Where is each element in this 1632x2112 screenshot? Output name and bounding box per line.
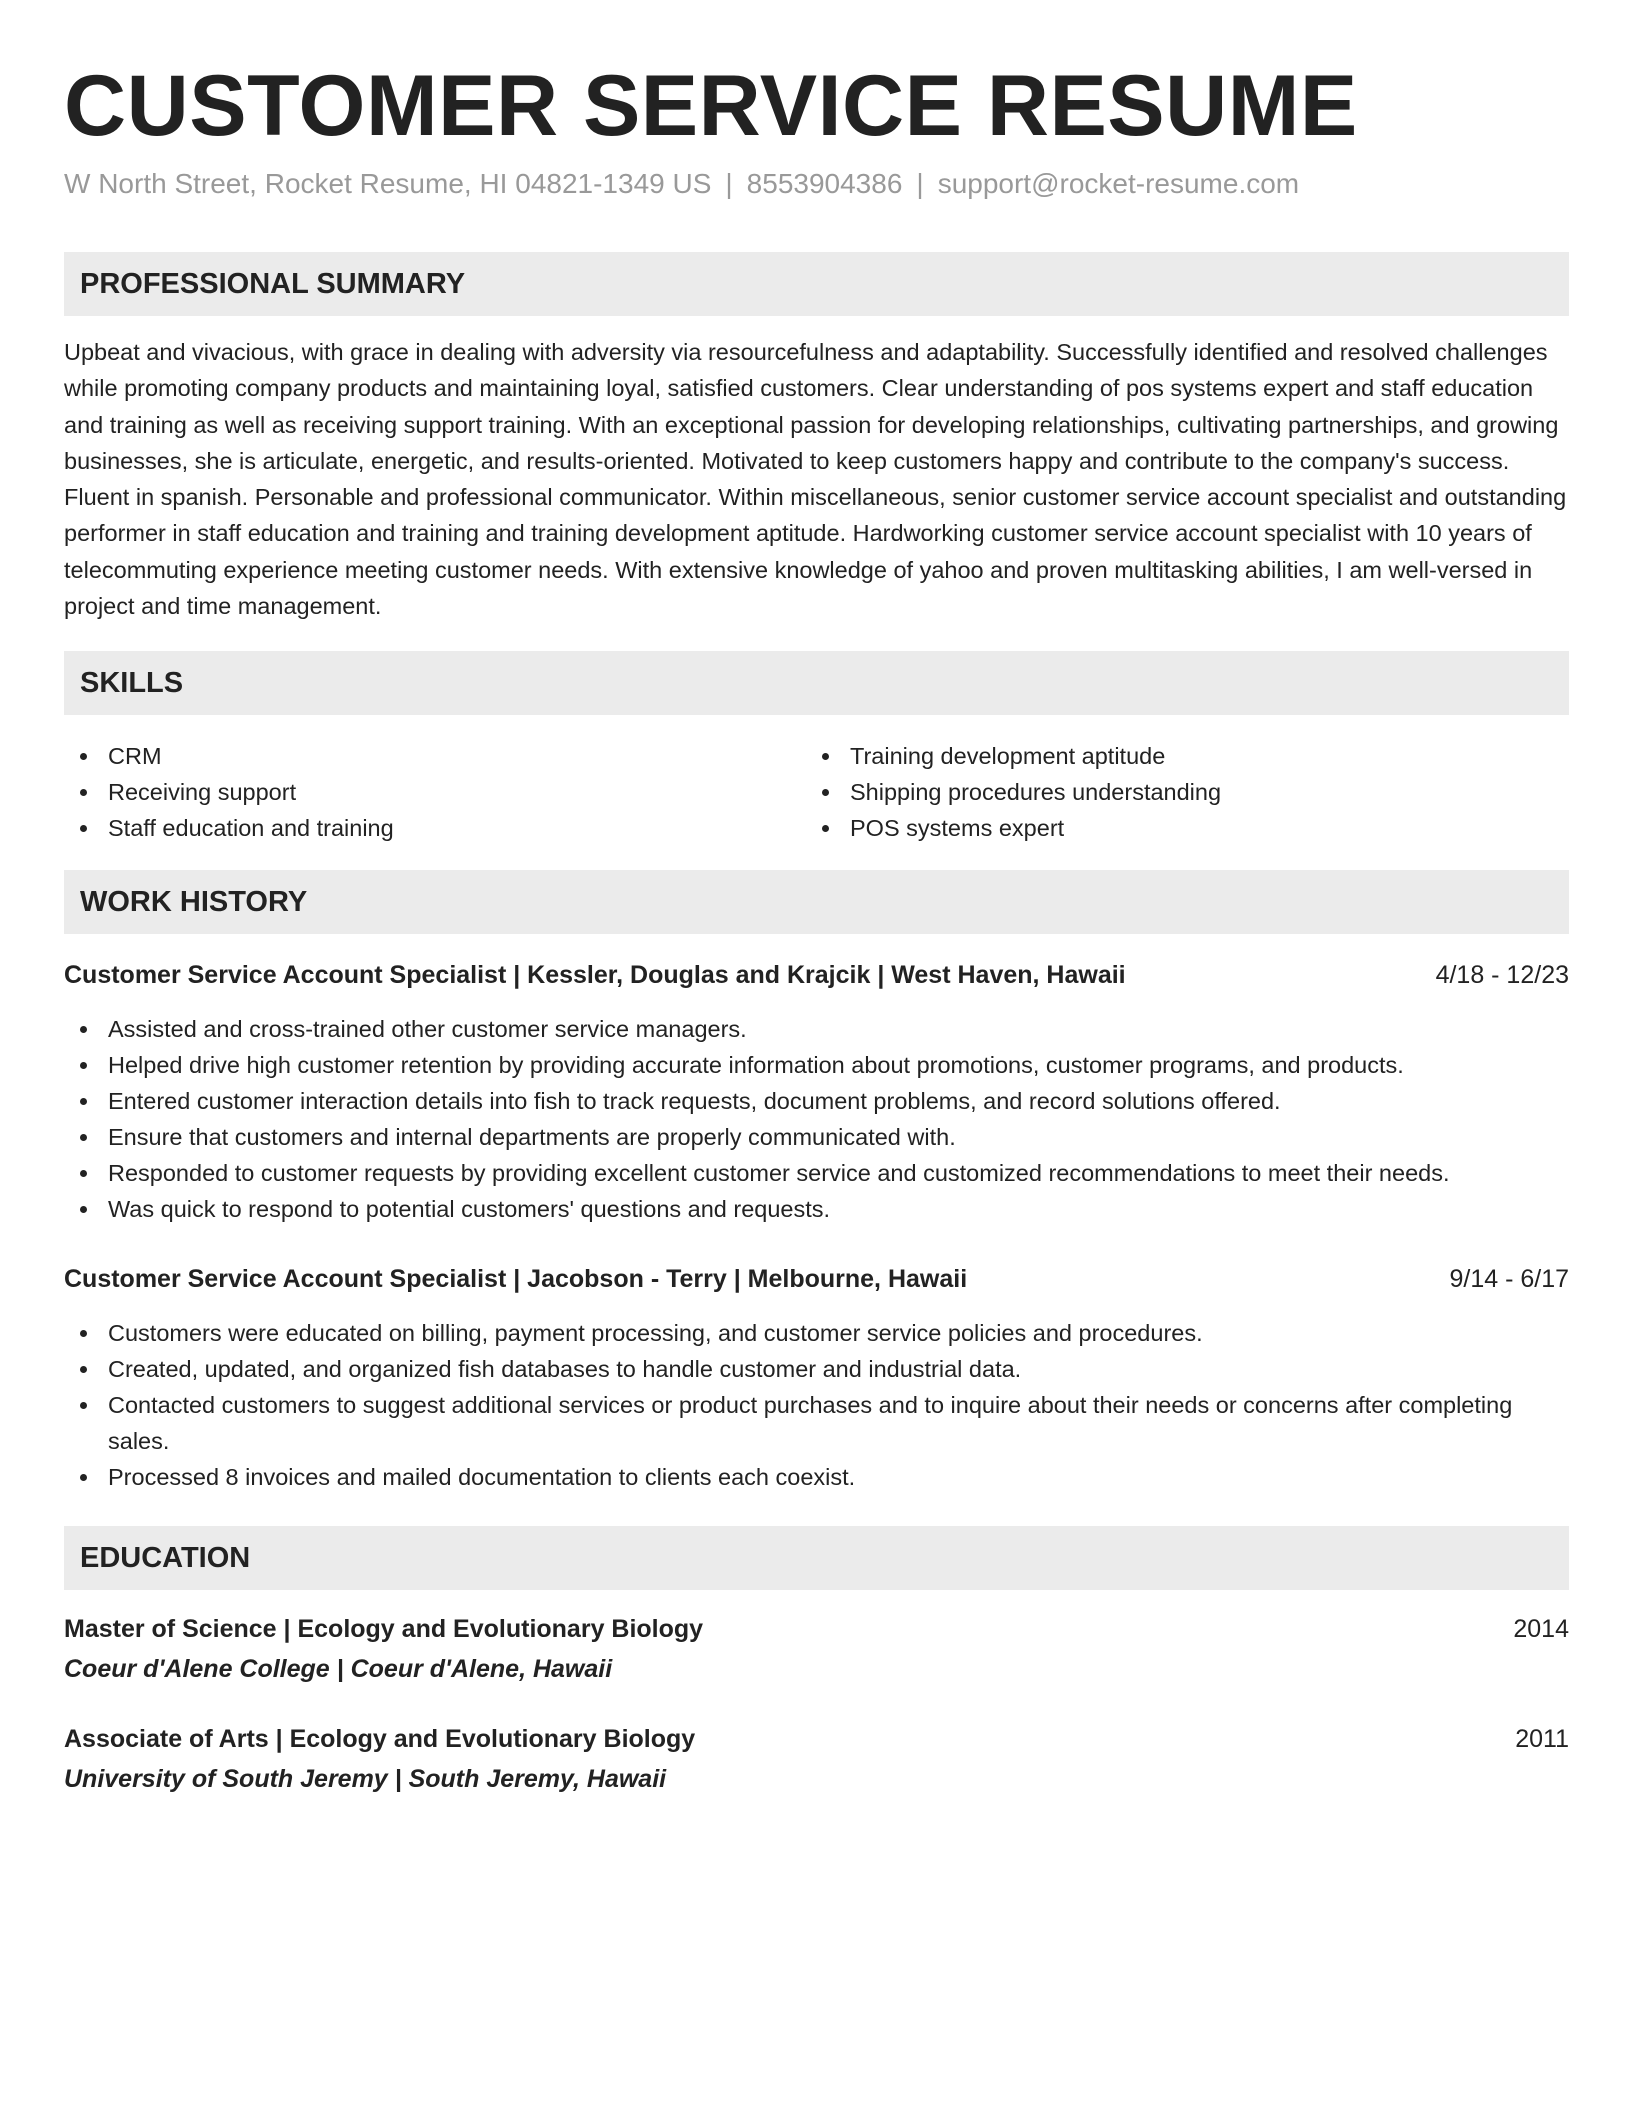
contact-email[interactable]: support@rocket-resume.com (937, 168, 1300, 199)
section-title: WORK HISTORY (80, 886, 308, 918)
skill-item: POS systems expert (806, 810, 1221, 846)
education-year: 2014 (1513, 1615, 1569, 1643)
job-bullet: Was quick to respond to potential customers' questions and requests. (64, 1191, 1569, 1227)
job-bullets (64, 1011, 1569, 1227)
job-bullets (64, 1315, 1569, 1495)
skills-list-left (64, 738, 394, 846)
skill-item: Training development aptitude (806, 738, 1221, 774)
job-bullet: Customers were educated on billing, payment processing, and customer service policies and procedures. (64, 1315, 1569, 1351)
section-title: SKILLS (80, 667, 184, 699)
job-dates: 4/18 - 12/23 (1435, 961, 1569, 989)
summary-text: Upbeat and vivacious, with grace in dealing with adversity via resourcefulness and adaptability. Successfully identified and resolved challenges while promoting company products and maintaining loyal, satisfied customers. Clear understanding of pos systems expert and staff education and training as well as receiving support training. With an exceptional passion for developing relationships, cultivating partnerships, and growing businesses, she is articulate, energetic, and results-oriented. Motivated to keep customers happy and contribute to the company's success. Fluent in spanish. Personable and professional communicator. Within miscellaneous, senior customer service account specialist and outstanding performer in staff education and training and training development aptitude. Hardworking customer service account specialist with 10 years of telecommuting experience meeting customer needs. With extensive knowledge of yahoo and proven multitasking abilities, I am well-versed in project and time management. (64, 339, 1567, 620)
skills-list-right (806, 738, 1221, 846)
section-header-summary (64, 252, 1569, 316)
skill-item: Receiving support (64, 774, 394, 810)
job-bullet: Created, updated, and organized fish databases to handle customer and industrial data. (64, 1351, 1569, 1387)
skill-item: Shipping procedures understanding (806, 774, 1221, 810)
job-dates: 9/14 - 6/17 (1449, 1265, 1569, 1293)
job-bullet: Responded to customer requests by providing excellent customer service and customized recommendations to meet their needs. (64, 1155, 1569, 1191)
contact-line (64, 166, 1299, 202)
contact-separator: | (916, 168, 924, 199)
education-degree: Master of Science | Ecology and Evolutionary Biology (64, 1615, 704, 1643)
education-school: Coeur d'Alene College | Coeur d'Alene, Hawaii (64, 1655, 613, 1683)
resume-title: CUSTOMER SERVICE RESUME (64, 58, 1358, 154)
skill-item: Staff education and training (64, 810, 394, 846)
contact-phone[interactable]: 8553904386 (746, 168, 903, 199)
education-degree: Associate of Arts | Ecology and Evolutionary Biology (64, 1725, 696, 1753)
job-title: Customer Service Account Specialist | Kessler, Douglas and Krajcik | West Haven, Hawaii (64, 961, 1126, 989)
section-header-education (64, 1526, 1569, 1590)
education-year: 2011 (1515, 1725, 1569, 1753)
job-bullet: Assisted and cross-trained other customer service managers. (64, 1011, 1569, 1047)
contact-separator: | (725, 168, 733, 199)
job-bullet: Entered customer interaction details into fish to track requests, document problems, and record solutions offered. (64, 1083, 1569, 1119)
job-bullet: Contacted customers to suggest additional services or product purchases and to inquire about their needs or concerns after completing sales. (64, 1387, 1569, 1459)
job-bullet: Helped drive high customer retention by providing accurate information about promotions, customer programs, and products. (64, 1047, 1569, 1083)
job-bullet: Ensure that customers and internal departments are properly communicated with. (64, 1119, 1569, 1155)
job-title: Customer Service Account Specialist | Jacobson - Terry | Melbourne, Hawaii (64, 1265, 968, 1293)
section-title: EDUCATION (80, 1542, 251, 1574)
skill-item: CRM (64, 738, 394, 774)
contact-address: W North Street, Rocket Resume, HI 04821-1349 US (64, 168, 712, 199)
section-header-skills (64, 651, 1569, 715)
job-bullet: Processed 8 invoices and mailed documentation to clients each coexist. (64, 1459, 1569, 1495)
section-header-work (64, 870, 1569, 934)
education-school: University of South Jeremy | South Jeremy, Hawaii (64, 1765, 667, 1793)
section-title: PROFESSIONAL SUMMARY (80, 268, 466, 300)
